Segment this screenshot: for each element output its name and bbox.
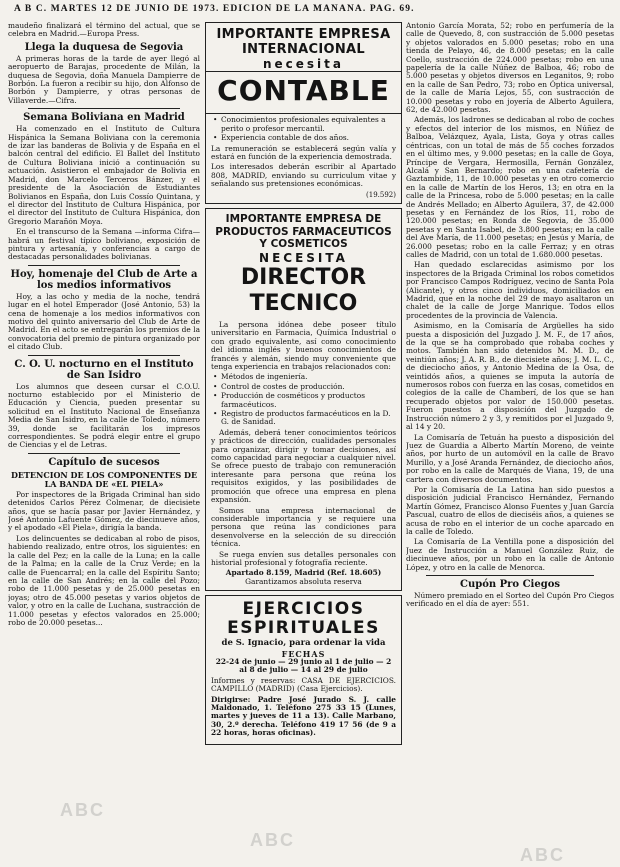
article-segovia: A primeras horas de la tarde de ayer llegó al aeropuerto de Barajas, procedente de Milán, la duquesa de Segovia, doña Manuela Dampierre de Borbón. La fueron a recibir su hijo, don Alfonso de Borbón y Dampierre, y otras personas de Villaverde.—Cifra. (8, 53, 200, 105)
ad-contable-req: • Conocimientos profesionales equivalentes a perito o profesor mercantil. (221, 116, 396, 133)
ad-contable (205, 22, 402, 204)
ad-ejercicios (205, 595, 402, 744)
article-bolivia-2: En el transcurso de la Semana —informa Cifra— habrá un festival típico boliviano, exposición de pintura y artesanía, y conferencias a cargo de destacadas personalidades bolivianas. (8, 227, 200, 262)
ad-contable-title: IMPORTANTE EMPRESA INTERNACIONAL (216, 27, 391, 57)
ad-director-position: DIRECTOR TECNICO (240, 264, 367, 316)
article-detencion-2: Los delincuentes se dedicaban al robo de pisos, habiendo realizado, entre otros, los siguientes: en la calle del Pez; en la calle de la Luna; en la calle de la Palma; en la calle de la Cruz Verde; en la calle de Fuencarral; en la calle del Espíritu Santo; en la calle de San Andrés; en la calle del Pozo; robo de 11.000 pesetas y de 25.000 pesetas en joyas; otro de 45.000 pesetas y varios objetos de valor, y otro en la calle de Luchana, sustracción de 11.000 pesetas y efectos valorados en 25.000; robo de 20.000 pesetas... (8, 533, 200, 627)
header-text: A B C. MARTES 12 DE JUNIO DE 1973. EDICION DE LA MAÑANA. PAG. 69. (14, 4, 415, 14)
ad-contable-requirements (211, 116, 396, 142)
article-detencion-1: Por inspectores de la Brigada Criminal han sido detenidos Carlos Pérez Colmenar, de diecisiete años, que se hacía pasar por Javier Hernández, y José Antonio Lafuente Gómez, de diecinueve años, y el apodado «El Piela», dirigía la banda. (8, 489, 200, 533)
article-robos-6: Por la Comisaría de La Latina han sido puestos a disposición judicial Francisco Hernández, Fernando Martín Gómez, Francisco Alonso Fuentes y Juan García Pascual, cuatro de ellos de dieciséis años, a quienes se acusa de robo en el interior de un coche aparcado en la calle de Toledo. (406, 484, 614, 536)
ad-director-reserve: Garantizamos absoluta reserva (245, 576, 362, 586)
ad-director-title: IMPORTANTE EMPRESA DE PRODUCTOS FARMACEUTICOS Y COSMETICOS (215, 213, 392, 251)
ad-director-necesita: NECESITA (259, 250, 348, 265)
article-robos-3: Han quedado esclarecidas asimismo por los inspectores de la Brigada Criminal los robos cometidos por Francisco Campos Rodríguez, vecino de Santa Pola (Alicante), y otros cinco individuos, domiciliados en Madrid, que en la noche del 29 de mayo asaltaron un chalet de la calle de Jorge Manrique. Todos ellos procedentes de la provincia de Valencia. (406, 260, 614, 320)
article-cupon: Número premiado en el Sorteo del Cupón Pro Ciegos verificado en el día de ayer: 551. (406, 591, 614, 609)
ad-contable-necesita: necesita (262, 57, 345, 71)
ad-director-body3: Somos una empresa internacional de considerable importancia y se requiere una persona que reúna las condiciones para desenvolverse en la selección de su dirección técnica. (211, 505, 396, 549)
ejercicios-contact: Dirigirse: Padre José Jurado S. J. calle Maldonado, 1. Teléfono 275 33 15 (Lunes, martes y jueves de 11 a 13). Calle Marbano, 30, 2.º derecha. Teléfono 419 17 56 (de 9 a 22 horas, horas oficinas). (211, 694, 396, 738)
ad-director-tecnico (205, 208, 402, 591)
ad-director-body2: Además, deberá tener conocimientos teóricos y prácticos de dirección, cualidades personales para organizar, dirigir y tomar decisiones, así como capacidad para negociar a cualquier nivel. Se ofrece puesto de trabajo con remuneración interesante para persona que reúna los requisitos exigidos, y las posibilidades de promoción que ofrece una empresa en plena expansión. (211, 427, 396, 505)
intro-text: maudeño finalizará el término del actual, que se celebra en Madrid.—Europa Press. (8, 22, 200, 39)
column-right (406, 22, 614, 864)
column-left (8, 22, 200, 864)
ad-contable-req: • Experiencia contable de dos años. (221, 134, 396, 142)
abc-watermark: ABC (250, 830, 295, 850)
column-middle (205, 22, 402, 864)
ad-director-items (211, 373, 396, 426)
ad-director-body: La persona idónea debe poseer título universitario en Farmacia, Química Industrial o con grado equivalente, así como conocimiento del idioma inglés y buenos conocimientos de francés y alemán, siendo muy conveniente que tenga experiencia en trabajos relacionados con: (211, 319, 396, 371)
abc-watermark: ABC (520, 845, 565, 865)
divider (426, 575, 594, 576)
ejercicios-info: Informes y reservas: CASA DE EJERCICIOS. CAMPILLO (MADRID) (Casa Ejercicios). (211, 675, 396, 694)
headline-sucesos: Capítulo de sucesos (48, 456, 160, 468)
ad-director-body4: Se ruega envíen sus detalles personales con historial profesional y fotografía reciente. (211, 549, 396, 567)
ad-contable-ref: (19.592) (366, 190, 396, 199)
ad-contable-note2: Los interesados deberán escribir al Apartado 808, MADRID, enviando su curriculum vitae y señalando sus pretensiones económicas. (211, 162, 396, 189)
headline-segovia: Llega la duquesa de Segovia (24, 41, 184, 53)
headline-bolivia: Semana Boliviana en Madrid (23, 112, 185, 124)
ejercicios-subtitle: de S. Ignacio, para ordenar la vida (221, 638, 386, 649)
ad-director-item: • Producción de cosméticos y productos farmacéuticos. (221, 392, 396, 409)
article-robos-1: Antonio García Morata, 52; robo en perfumería de la calle de Quevedo, 8, con sustracción de 5.000 pesetas y objetos valorados en 5.000 pesetas; robo en una tienda de Pelayo, 46, de 8.000 pesetas; en la calle Coello, sustracción de 224.000 pesetas; robo en una papelería de la calle Núñez de Balboa, 46; robo de 5.000 pesetas y objetos diversos en Leganitos, 9; robo en la calle de San Pedro, 73; robo en Óptica universal, de la calle de María Lejos, 55, con sustracción de 10.000 pesetas y robo en joyería de Alberto Aguilera, 62, de 42.000 pesetas. (406, 22, 614, 115)
ejercicios-fechas-label: FECHAS (281, 648, 326, 659)
divider (28, 108, 180, 109)
ad-contable-note: La remuneración se establecerá según valía y estará en función de la experiencia demostrada. (211, 143, 396, 162)
ad-director-contact: Apartado 8.159, Madrid (Ref. 18.605) (225, 568, 382, 578)
article-club-arte: Hoy, a las ocho y media de la noche, tendrá lugar en el hotel Emperador (José Antonio, 53) la cena de homenaje a los medios informativos con motivo del quinto aniversario del Club de Arte de Madrid. En el acto se entregarán los premios de la convocatoria del premio de pintura organizado por el citado Club. (8, 291, 200, 352)
ad-director-item: • Métodos de ingeniería. (221, 373, 396, 381)
ejercicios-title: EJERCICIOS ESPIRITUALES (227, 599, 380, 639)
article-bolivia-1: Ha comenzado en el Instituto de Cultura Hispánica la Semana Boliviana con la ceremonia de izar las banderas de Bolivia y de España en el balcón central del edificio. El Ballet del Instituto de Cultura Boliviana inició a continuación su actuación. Asistieron el embajador de Bolivia en Madrid, don Marcelo Terceros Bánzer, y el presidente de la Asociación de Estudiantes Bolivianos en España, don Luis Cossío Quintana, y el director del Instituto de Cultura Hispánica, por el director del Instituto de Cultura Hispánica, don Gregorio Marañón Moya. (8, 124, 200, 226)
abc-watermark: ABC (60, 800, 105, 820)
divider (28, 265, 180, 266)
headline-club-arte: Hoy, homenaje del Club de Arte a los medios informativos (10, 268, 198, 291)
article-robos-5: La Comisaría de Tetuán ha puesto a disposición del Juez de Guardia a Alberto Martín Moreno, de veinte años, por hurto de un automóvil en la calle de Bravo Murillo, y a José Aranda Fernández, de dieciocho años, por robo en la calle de Marqués de Viana, 19, de una cartera con diversos documentos. (406, 432, 614, 484)
headline-cupon: Cupón Pro Ciegos (460, 579, 560, 590)
article-robos-4: Asimismo, en la Comisaría de Argüelles ha sido puesta a disposición del Juzgado J. M. F., de 17 años, de la que se ha comprobado que robaba coches y motos. También han sido detenidos M. M. D., de veintiún años; J. A. R. B., de diecisiete años; J. M. L. C., de dieciocho años, y Antonio Medina de la Osa, de veintidós años, a quienes se imputa la autoría de numerosos robos con fuerza en las cosas, cometidos en colegios de la calle de Chamberí, de los que se han recuperado objetos por valor de 150.000 pesetas. Fueron puestos a disposición del Juzgado de Instrucción número 2 y 3, y remitidos por el Juzgado 9, al 14 y 20. (406, 321, 614, 432)
ejercicios-fechas: 22-24 de junio — 29 junio al 1 de julio — 2 al 8 de julio — 14 al 29 de julio (215, 656, 392, 675)
article-robos-7: La Comisaría de La Ventilla pone a disposición del Juez de Instrucción a Manuel González Ruiz, de diecinueve años, por un robo en la calle de Antonio López, y otro en la calle de Menorca. (406, 537, 614, 572)
divider (28, 453, 180, 454)
headline-cou: C. O. U. nocturno en el Instituto de San Isidro (14, 358, 194, 381)
ad-director-item: • Registro de productos farmacéuticos en la D. G. de Sanidad. (221, 410, 396, 427)
page-header (14, 4, 606, 18)
divider (28, 355, 180, 356)
ad-director-item: • Control de costes de producción. (221, 383, 396, 391)
subheadline-detencion: DETENCION DE LOS COMPONENTES DE LA BANDA DE «EL PIELA» (10, 469, 198, 489)
article-robos-2: Además, los ladrones se dedicaban al robo de coches y efectos del interior de los mismos, en Núñez de Balboa, Velázquez, Ayala, Lista, Goya y otras calles céntricas, con un total de más de 55 coches forzados en el último mes, y 9.000 pesetas; en la calle de Goya, Príncipe de Vergara, Hermosilla, Fernán González, Alcalá y San Bernardo; robo en una cafetería de Gaztambide, 11, de 10.000 pesetas y en otro comercio en la calle de Martín de los Heros, 13; en otra en la calle de la Princesa, robo de 5.000 pesetas; en la calle de Andrés Mellado; en Alberto Aguilera, 37, de 42.000 pesetas y en Fernández de los Ríos, 11, robo de 120.000 pesetas; en Ronda de Segovia, de 35.000 pesetas y en Santa Isabel, de 3.800 pesetas; en la calle del Ave María, de 11.000 pesetas; en Jesús y María, de 26.000 pesetas; robo en la calle Ferraz; y en otras calles de Madrid, con un total de 1.680.000 pesetas. (406, 115, 614, 259)
article-cou: Los alumnos que deseen cursar el C.O.U. nocturno establecido por el Ministerio de Educación y Ciencia, pueden presentar su solicitud en el Instituto Nacional de Enseñanza Media de San Isidro, en la calle de Toledo, número 39, donde se facilitarán los impresos correspondientes. Se podrá elegir entre el grupo de Ciencias y el de Letras. (8, 381, 200, 450)
ad-contable-position: CONTABLE (217, 74, 390, 108)
